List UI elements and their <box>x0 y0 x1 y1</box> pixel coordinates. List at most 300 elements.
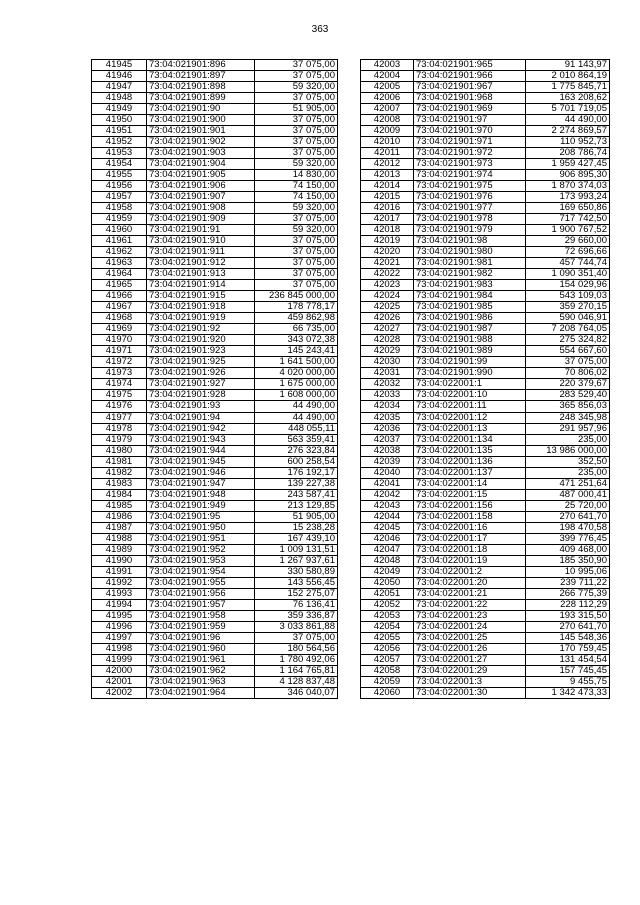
table-row <box>92 71 338 82</box>
value-cell: 600 258,54 <box>255 456 338 467</box>
cadastral-number-cell: 73:04:021901:984 <box>414 291 526 302</box>
value-cell: 37 075,00 <box>255 258 338 269</box>
value-cell: 1 267 937,61 <box>255 555 338 566</box>
row-number-cell: 41969 <box>92 324 147 335</box>
table-row <box>361 170 610 181</box>
left-table-body <box>92 60 338 699</box>
cadastral-number-cell: 73:04:021901:949 <box>147 500 255 511</box>
cadastral-number-cell: 73:04:021901:959 <box>147 621 255 632</box>
table-row <box>92 632 338 643</box>
value-cell: 13 986 000,00 <box>526 445 610 456</box>
table-row <box>361 324 610 335</box>
row-number-cell: 41979 <box>92 434 147 445</box>
table-row <box>92 82 338 93</box>
value-cell: 487 000,41 <box>526 489 610 500</box>
row-number-cell: 42019 <box>361 236 414 247</box>
table-row <box>92 357 338 368</box>
row-number-cell: 41993 <box>92 588 147 599</box>
table-row <box>92 467 338 478</box>
table-row <box>361 423 610 434</box>
row-number-cell: 41990 <box>92 555 147 566</box>
row-number-cell: 42018 <box>361 225 414 236</box>
value-cell: 359 336,87 <box>255 610 338 621</box>
table-row <box>92 104 338 115</box>
value-cell: 1 009 131,51 <box>255 544 338 555</box>
cadastral-number-cell: 73:04:021901:92 <box>147 324 255 335</box>
value-cell: 2 010 864,19 <box>526 71 610 82</box>
value-cell: 37 075,00 <box>255 126 338 137</box>
cadastral-number-cell: 73:04:021901:981 <box>414 258 526 269</box>
row-number-cell: 42028 <box>361 335 414 346</box>
value-cell: 37 075,00 <box>255 148 338 159</box>
table-row <box>361 236 610 247</box>
cadastral-number-cell: 73:04:021901:943 <box>147 434 255 445</box>
value-cell: 76 136,41 <box>255 599 338 610</box>
table-row <box>361 456 610 467</box>
value-cell: 15 238,28 <box>255 522 338 533</box>
table-row <box>361 434 610 445</box>
row-number-cell: 42024 <box>361 291 414 302</box>
cadastral-number-cell: 73:04:021901:948 <box>147 489 255 500</box>
value-cell: 554 667,60 <box>526 346 610 357</box>
table-row <box>92 445 338 456</box>
table-row <box>92 258 338 269</box>
row-number-cell: 41966 <box>92 291 147 302</box>
table-row <box>92 313 338 324</box>
row-number-cell: 41997 <box>92 632 147 643</box>
table-row <box>92 544 338 555</box>
table-row <box>361 467 610 478</box>
table-row <box>92 126 338 137</box>
row-number-cell: 41962 <box>92 247 147 258</box>
row-number-cell: 42034 <box>361 401 414 412</box>
value-cell: 143 556,45 <box>255 577 338 588</box>
cadastral-number-cell: 73:04:022001:10 <box>414 390 526 401</box>
value-cell: 70 806,02 <box>526 368 610 379</box>
value-cell: 563 359,41 <box>255 434 338 445</box>
value-cell: 365 856,03 <box>526 401 610 412</box>
value-cell: 220 379,67 <box>526 379 610 390</box>
cadastral-number-cell: 73:04:022001:25 <box>414 632 526 643</box>
cadastral-number-cell: 73:04:022001:134 <box>414 434 526 445</box>
cadastral-number-cell: 73:04:021901:974 <box>414 170 526 181</box>
cadastral-number-cell: 73:04:021901:923 <box>147 346 255 357</box>
left-table <box>91 59 338 699</box>
value-cell: 717 742,50 <box>526 214 610 225</box>
cadastral-number-cell: 73:04:021901:955 <box>147 577 255 588</box>
value-cell: 1 608 000,00 <box>255 390 338 401</box>
value-cell: 343 072,38 <box>255 335 338 346</box>
table-row <box>361 115 610 126</box>
row-number-cell: 42002 <box>92 687 147 698</box>
row-number-cell: 42013 <box>361 170 414 181</box>
cadastral-number-cell: 73:04:021901:971 <box>414 137 526 148</box>
row-number-cell: 42042 <box>361 489 414 500</box>
row-number-cell: 42031 <box>361 368 414 379</box>
right-table <box>360 59 610 699</box>
row-number-cell: 42033 <box>361 390 414 401</box>
value-cell: 10 995,06 <box>526 566 610 577</box>
table-row <box>92 654 338 665</box>
table-row <box>92 500 338 511</box>
value-cell: 37 075,00 <box>255 632 338 643</box>
value-cell: 145 548,36 <box>526 632 610 643</box>
row-number-cell: 42055 <box>361 632 414 643</box>
value-cell: 270 641,70 <box>526 621 610 632</box>
cadastral-number-cell: 73:04:022001:29 <box>414 665 526 676</box>
row-number-cell: 42054 <box>361 621 414 632</box>
row-number-cell: 42053 <box>361 610 414 621</box>
table-row <box>361 533 610 544</box>
value-cell: 4 128 837,48 <box>255 676 338 687</box>
table-row <box>361 445 610 456</box>
row-number-cell: 42036 <box>361 423 414 434</box>
value-cell: 283 529,40 <box>526 390 610 401</box>
cadastral-number-cell: 73:04:022001:15 <box>414 489 526 500</box>
row-number-cell: 41954 <box>92 159 147 170</box>
row-number-cell: 41989 <box>92 544 147 555</box>
row-number-cell: 42048 <box>361 555 414 566</box>
row-number-cell: 42003 <box>361 60 414 71</box>
value-cell: 1 675 000,00 <box>255 379 338 390</box>
row-number-cell: 42022 <box>361 269 414 280</box>
table-row <box>92 522 338 533</box>
value-cell: 459 862,98 <box>255 313 338 324</box>
row-number-cell: 42016 <box>361 203 414 214</box>
row-number-cell: 41971 <box>92 346 147 357</box>
table-row <box>92 302 338 313</box>
cadastral-number-cell: 73:04:021901:966 <box>414 71 526 82</box>
row-number-cell: 41977 <box>92 412 147 423</box>
value-cell: 906 895,30 <box>526 170 610 181</box>
row-number-cell: 41999 <box>92 654 147 665</box>
cadastral-number-cell: 73:04:021901:975 <box>414 181 526 192</box>
value-cell: 167 439,10 <box>255 533 338 544</box>
row-number-cell: 42006 <box>361 93 414 104</box>
value-cell: 44 490,00 <box>255 412 338 423</box>
table-row <box>361 390 610 401</box>
table-row <box>361 687 610 698</box>
row-number-cell: 42011 <box>361 148 414 159</box>
value-cell: 243 587,41 <box>255 489 338 500</box>
table-row <box>92 687 338 698</box>
value-cell: 51 905,00 <box>255 104 338 115</box>
table-row <box>361 60 610 71</box>
table-row <box>92 368 338 379</box>
row-number-cell: 42038 <box>361 445 414 456</box>
row-number-cell: 42025 <box>361 302 414 313</box>
value-cell: 266 775,39 <box>526 588 610 599</box>
row-number-cell: 42023 <box>361 280 414 291</box>
cadastral-number-cell: 73:04:021901:976 <box>414 192 526 203</box>
row-number-cell: 42046 <box>361 533 414 544</box>
cadastral-number-cell: 73:04:021901:953 <box>147 555 255 566</box>
value-cell: 235,00 <box>526 467 610 478</box>
row-number-cell: 42058 <box>361 665 414 676</box>
cadastral-number-cell: 73:04:021901:961 <box>147 654 255 665</box>
value-cell: 163 208,62 <box>526 93 610 104</box>
cadastral-number-cell: 73:04:021901:964 <box>147 687 255 698</box>
cadastral-number-cell: 73:04:021901:972 <box>414 148 526 159</box>
cadastral-number-cell: 73:04:021901:977 <box>414 203 526 214</box>
table-row <box>361 93 610 104</box>
table-row <box>361 588 610 599</box>
row-number-cell: 42057 <box>361 654 414 665</box>
table-row <box>92 390 338 401</box>
row-number-cell: 41984 <box>92 489 147 500</box>
value-cell: 1 959 427,45 <box>526 159 610 170</box>
cadastral-number-cell: 73:04:021901:962 <box>147 665 255 676</box>
row-number-cell: 42012 <box>361 159 414 170</box>
table-row <box>361 71 610 82</box>
value-cell: 72 696,66 <box>526 247 610 258</box>
table-row <box>92 280 338 291</box>
right-table-body <box>361 60 610 699</box>
table-row <box>92 478 338 489</box>
table-row <box>361 412 610 423</box>
value-cell: 29 660,00 <box>526 236 610 247</box>
cadastral-number-cell: 73:04:021901:913 <box>147 269 255 280</box>
table-row <box>361 181 610 192</box>
row-number-cell: 41988 <box>92 533 147 544</box>
row-number-cell: 42008 <box>361 115 414 126</box>
row-number-cell: 41964 <box>92 269 147 280</box>
cadastral-number-cell: 73:04:021901:942 <box>147 423 255 434</box>
cadastral-number-cell: 73:04:021901:947 <box>147 478 255 489</box>
row-number-cell: 41947 <box>92 82 147 93</box>
value-cell: 173 993,24 <box>526 192 610 203</box>
cadastral-number-cell: 73:04:021901:906 <box>147 181 255 192</box>
cadastral-number-cell: 73:04:021901:920 <box>147 335 255 346</box>
table-row <box>361 247 610 258</box>
table-row <box>361 313 610 324</box>
table-row <box>92 599 338 610</box>
value-cell: 235,00 <box>526 434 610 445</box>
table-row <box>361 632 610 643</box>
cadastral-number-cell: 73:04:021901:97 <box>414 115 526 126</box>
table-row <box>92 60 338 71</box>
row-number-cell: 42007 <box>361 104 414 115</box>
table-row <box>361 192 610 203</box>
table-row <box>92 170 338 181</box>
row-number-cell: 41992 <box>92 577 147 588</box>
value-cell: 1 900 767,52 <box>526 225 610 236</box>
row-number-cell: 41995 <box>92 610 147 621</box>
value-cell: 44 490,00 <box>526 115 610 126</box>
row-number-cell: 42015 <box>361 192 414 203</box>
cadastral-number-cell: 73:04:022001:18 <box>414 544 526 555</box>
value-cell: 399 776,45 <box>526 533 610 544</box>
value-cell: 213 129,85 <box>255 500 338 511</box>
table-row <box>92 643 338 654</box>
cadastral-number-cell: 73:04:021901:903 <box>147 148 255 159</box>
row-number-cell: 42051 <box>361 588 414 599</box>
cadastral-number-cell: 73:04:022001:17 <box>414 533 526 544</box>
value-cell: 193 315,50 <box>526 610 610 621</box>
value-cell: 9 455,75 <box>526 676 610 687</box>
cadastral-number-cell: 73:04:021901:956 <box>147 588 255 599</box>
table-row <box>361 291 610 302</box>
value-cell: 409 468,00 <box>526 544 610 555</box>
table-row <box>92 665 338 676</box>
value-cell: 185 350,90 <box>526 555 610 566</box>
cadastral-number-cell: 73:04:021901:914 <box>147 280 255 291</box>
cadastral-number-cell: 73:04:021901:990 <box>414 368 526 379</box>
cadastral-number-cell: 73:04:021901:980 <box>414 247 526 258</box>
value-cell: 51 905,00 <box>255 511 338 522</box>
value-cell: 276 323,84 <box>255 445 338 456</box>
table-row <box>361 346 610 357</box>
cadastral-number-cell: 73:04:021901:963 <box>147 676 255 687</box>
table-row <box>92 533 338 544</box>
cadastral-number-cell: 73:04:021901:904 <box>147 159 255 170</box>
cadastral-number-cell: 73:04:022001:156 <box>414 500 526 511</box>
value-cell: 448 055,11 <box>255 423 338 434</box>
row-number-cell: 42029 <box>361 346 414 357</box>
table-row <box>361 676 610 687</box>
table-row <box>92 214 338 225</box>
cadastral-number-cell: 73:04:021901:99 <box>414 357 526 368</box>
cadastral-number-cell: 73:04:022001:21 <box>414 588 526 599</box>
value-cell: 1 090 351,40 <box>526 269 610 280</box>
row-number-cell: 41980 <box>92 445 147 456</box>
table-row <box>92 555 338 566</box>
value-cell: 346 040,07 <box>255 687 338 698</box>
row-number-cell: 41953 <box>92 148 147 159</box>
value-cell: 66 735,00 <box>255 324 338 335</box>
cadastral-number-cell: 73:04:021901:927 <box>147 379 255 390</box>
cadastral-number-cell: 73:04:021901:902 <box>147 137 255 148</box>
table-row <box>361 511 610 522</box>
row-number-cell: 41970 <box>92 335 147 346</box>
cadastral-number-cell: 73:04:021901:987 <box>414 324 526 335</box>
cadastral-number-cell: 73:04:021901:965 <box>414 60 526 71</box>
cadastral-number-cell: 73:04:021901:928 <box>147 390 255 401</box>
cadastral-number-cell: 73:04:022001:136 <box>414 456 526 467</box>
table-row <box>92 159 338 170</box>
table-row <box>361 555 610 566</box>
cadastral-number-cell: 73:04:021901:957 <box>147 599 255 610</box>
cadastral-number-cell: 73:04:021901:970 <box>414 126 526 137</box>
value-cell: 37 075,00 <box>255 137 338 148</box>
table-row <box>361 368 610 379</box>
cadastral-number-cell: 73:04:022001:137 <box>414 467 526 478</box>
row-number-cell: 41976 <box>92 401 147 412</box>
cadastral-number-cell: 73:04:021901:909 <box>147 214 255 225</box>
table-row <box>361 82 610 93</box>
cadastral-number-cell: 73:04:022001:27 <box>414 654 526 665</box>
value-cell: 198 470,58 <box>526 522 610 533</box>
cadastral-number-cell: 73:04:021901:918 <box>147 302 255 313</box>
cadastral-number-cell: 73:04:021901:919 <box>147 313 255 324</box>
cadastral-number-cell: 73:04:021901:983 <box>414 280 526 291</box>
table-row <box>361 148 610 159</box>
table-row <box>92 115 338 126</box>
row-number-cell: 42056 <box>361 643 414 654</box>
row-number-cell: 41985 <box>92 500 147 511</box>
row-number-cell: 41975 <box>92 390 147 401</box>
table-row <box>361 280 610 291</box>
row-number-cell: 41952 <box>92 137 147 148</box>
table-row <box>92 456 338 467</box>
table-row <box>92 148 338 159</box>
table-row <box>92 335 338 346</box>
cadastral-number-cell: 73:04:021901:896 <box>147 60 255 71</box>
value-cell: 91 143,97 <box>526 60 610 71</box>
row-number-cell: 41961 <box>92 236 147 247</box>
table-row <box>92 412 338 423</box>
table-row <box>361 258 610 269</box>
row-number-cell: 42044 <box>361 511 414 522</box>
table-row <box>92 423 338 434</box>
table-row <box>361 489 610 500</box>
table-row <box>361 643 610 654</box>
cadastral-number-cell: 73:04:021901:897 <box>147 71 255 82</box>
cadastral-number-cell: 73:04:021901:908 <box>147 203 255 214</box>
value-cell: 152 275,07 <box>255 588 338 599</box>
cadastral-number-cell: 73:04:021901:907 <box>147 192 255 203</box>
value-cell: 37 075,00 <box>255 93 338 104</box>
cadastral-number-cell: 73:04:021901:93 <box>147 401 255 412</box>
row-number-cell: 41967 <box>92 302 147 313</box>
cadastral-number-cell: 73:04:021901:91 <box>147 225 255 236</box>
value-cell: 37 075,00 <box>255 214 338 225</box>
cadastral-number-cell: 73:04:022001:19 <box>414 555 526 566</box>
row-number-cell: 42010 <box>361 137 414 148</box>
cadastral-number-cell: 73:04:021901:982 <box>414 269 526 280</box>
value-cell: 228 112,29 <box>526 599 610 610</box>
cadastral-number-cell: 73:04:021901:969 <box>414 104 526 115</box>
cadastral-number-cell: 73:04:021901:973 <box>414 159 526 170</box>
table-row <box>361 665 610 676</box>
table-row <box>92 346 338 357</box>
value-cell: 270 641,70 <box>526 511 610 522</box>
value-cell: 248 345,98 <box>526 412 610 423</box>
table-row <box>92 588 338 599</box>
cadastral-number-cell: 73:04:022001:13 <box>414 423 526 434</box>
row-number-cell: 41987 <box>92 522 147 533</box>
value-cell: 4 020 000,00 <box>255 368 338 379</box>
cadastral-number-cell: 73:04:021901:911 <box>147 247 255 258</box>
value-cell: 157 745,45 <box>526 665 610 676</box>
row-number-cell: 41955 <box>92 170 147 181</box>
cadastral-number-cell: 73:04:021901:910 <box>147 236 255 247</box>
row-number-cell: 41972 <box>92 357 147 368</box>
value-cell: 330 580,89 <box>255 566 338 577</box>
value-cell: 291 957,96 <box>526 423 610 434</box>
row-number-cell: 41957 <box>92 192 147 203</box>
cadastral-number-cell: 73:04:021901:988 <box>414 335 526 346</box>
row-number-cell: 42030 <box>361 357 414 368</box>
table-row <box>361 500 610 511</box>
page-number: 363 <box>311 24 329 35</box>
value-cell: 471 251,64 <box>526 478 610 489</box>
cadastral-number-cell: 73:04:022001:20 <box>414 577 526 588</box>
value-cell: 37 075,00 <box>255 115 338 126</box>
row-number-cell: 41974 <box>92 379 147 390</box>
table-row <box>92 192 338 203</box>
row-number-cell: 42001 <box>92 676 147 687</box>
value-cell: 110 952,73 <box>526 137 610 148</box>
row-number-cell: 41963 <box>92 258 147 269</box>
table-row <box>92 324 338 335</box>
row-number-cell: 42020 <box>361 247 414 258</box>
value-cell: 178 778,17 <box>255 302 338 313</box>
cadastral-number-cell: 73:04:022001:24 <box>414 621 526 632</box>
table-row <box>92 203 338 214</box>
row-number-cell: 42026 <box>361 313 414 324</box>
row-number-cell: 41983 <box>92 478 147 489</box>
